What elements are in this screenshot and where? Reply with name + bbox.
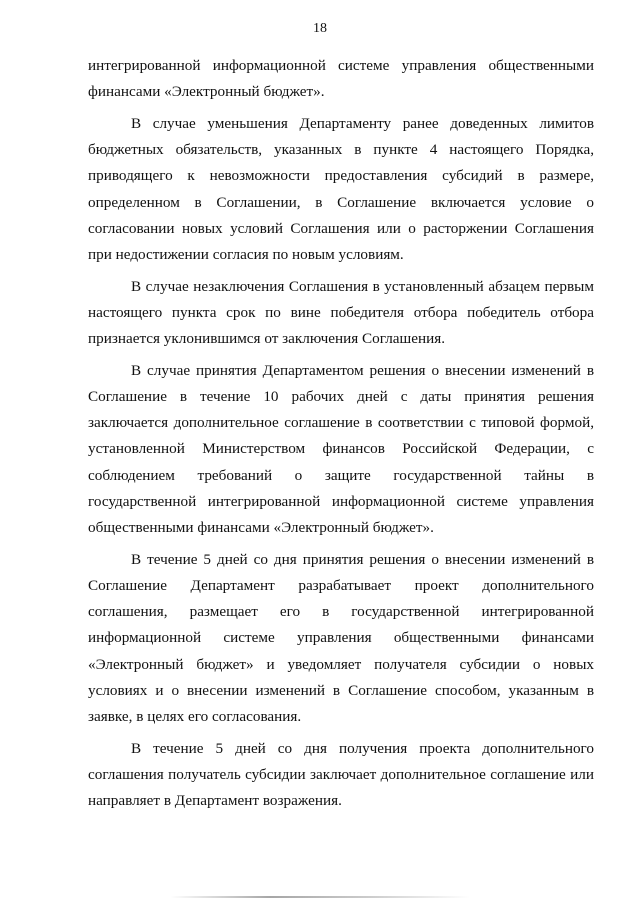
text-line: В течение 5 дней со дня получения проекта дополнительного <box>131 739 594 757</box>
text-line: установленной Министерством финансов Российской Федерации, с <box>88 440 594 458</box>
page-number: 18 <box>313 21 327 36</box>
text-line: общественными финансами «Электронный бюджет». <box>88 518 434 536</box>
text-line: соглашения получатель субсидии заключает дополнительное соглашение или <box>88 765 594 783</box>
text-line: «Электронный бюджет» и уведомляет получателя субсидии о новых <box>88 655 594 673</box>
paragraph <box>88 53 594 105</box>
text-line: государственной интегрированной информационной системе управления <box>88 492 594 510</box>
text-line: В случае принятия Департаментом решения о внесении изменений в <box>131 361 594 379</box>
paragraph <box>88 736 594 815</box>
text-line: соглашения, размещает его в государственной интегрированной <box>88 603 594 621</box>
paragraph <box>88 547 594 730</box>
text-line: соблюдением требований о защите государственной тайны в <box>88 466 594 484</box>
text-line: информационной системе управления общественными финансами <box>88 629 594 647</box>
text-line: направляет в Департамент возражения. <box>88 792 342 810</box>
scan-edge-mark <box>170 896 470 898</box>
text-line: условиях и о внесении изменений в Соглашение способом, указанным в <box>88 681 594 699</box>
text-line: при недостижении согласия по новым условиям. <box>88 245 404 263</box>
paragraph <box>88 111 594 268</box>
text-line: приводящего к невозможности предоставления субсидий в размере, <box>88 167 594 185</box>
paragraph <box>88 274 594 353</box>
body-text <box>88 53 594 814</box>
text-line: Соглашение в течение 10 рабочих дней с даты принятия решения <box>88 388 594 406</box>
text-line: В случае незаключения Соглашения в установленный абзацем первым <box>131 277 594 295</box>
text-line: определенном в Соглашении, в Соглашение включается условие о <box>88 193 594 211</box>
paragraph <box>88 358 594 541</box>
text-line: Соглашение Департамент разрабатывает проект дополнительного <box>88 576 594 594</box>
text-line: интегрированной информационной системе управления общественными <box>88 57 594 74</box>
text-line: заявке, в целях его согласования. <box>88 707 302 725</box>
text-line: В случае уменьшения Департаменту ранее доведенных лимитов <box>131 114 594 132</box>
text-line: согласовании новых условий Соглашения или о расторжении Соглашения <box>88 219 594 237</box>
text-line: признается уклонившимся от заключения Соглашения. <box>88 330 446 348</box>
text-line: заключается дополнительное соглашение в соответствии с типовой формой, <box>88 414 594 432</box>
text-line: В течение 5 дней со дня принятия решения о внесении изменений в <box>131 550 594 568</box>
text-line: настоящего пункта срок по вине победителя отбора победитель отбора <box>88 303 594 321</box>
text-line: финансами «Электронный бюджет». <box>88 83 325 101</box>
text-line: бюджетных обязательств, указанных в пункте 4 настоящего Порядка, <box>88 141 594 159</box>
